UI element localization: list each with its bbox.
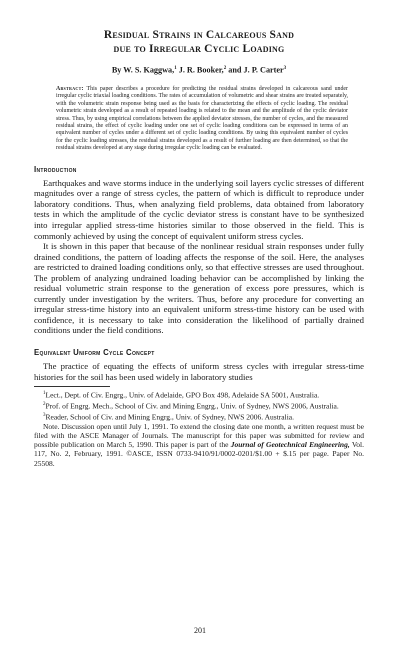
title-line-1: Residual Strains in Calcareous Sand [103,29,295,41]
author-1: W. S. Kaggwa, [123,65,175,75]
note-text-post: Vol. 117, No. 2, February, 1991. ©ASCE, ISSN 0733-9410/91/0002-0201/$1.00 + $.15 per page. Paper No. 25508. [34,440,364,468]
author-1-mark: 1 [174,66,177,71]
intro-paragraph-1: Earthquakes and wave storms induce in the underlying soil layers cyclic stresses of different magnitudes over a range of stress cycles, the pattern of which is difficult to reproduce under laboratory conditions. Thus, when analyzing field problems, data obtained from laboratory tests in which the amplitude of the cyclic deviator stress is constant have to be synthesized into irregular applied stress-time histories similar to those observed in the field. This is commonly achieved by using the concept of equivalent uniform stress cycles. [34,177,364,241]
section-heading-equivalent-uniform-cycle: Equivalent Uniform Cycle Concept [34,348,155,358]
abstract-label: Abstract: [56,85,84,92]
footnote-3-mark: 3 [43,412,46,418]
footnote-3-text: Reader, School of Civ. and Mining Engrg., Univ. of Sydney, NWS 2006. Australia. [45,412,294,422]
author-line [34,63,364,76]
footnote-2 [34,400,364,411]
footnote-3 [34,411,364,422]
footnote-2-mark: 2 [43,401,46,407]
page-number: 201 [194,626,206,635]
title-line-2: due to Irregular Cyclic Loading [113,43,285,55]
abstract-text: This paper describes a procedure for predicting the residual strains developed in calcareous sand under irregular cyclic triaxial loading conditions. The rates of accumulation of volumetric and shear strains are treated separately, with the volumetric strain response being used as the basis for characterizing the effects of cyclic loading. The residual volumetric strain developed as a result of repeated loading is related to the mean and the amplitude of the cyclic deviator stress. Thus, by using empirical correlations between the applied deviator stresses, the number of cycles, and the measured residual strains, the effect of cyclic loading under one set of cyclic loading conditions can be expressed in terms of an equivalent number of cycles under a different set of cyclic loading conditions. By using this equivalent number of cycles for the cyclic loading stresses, the residual strains developed as a result of further loading are then determined, so that the residual strains developed at any stage during irregular cyclic loading can be evaluated. [56,85,348,152]
abstract [56,86,348,153]
footnote-1 [34,389,364,400]
section-heading-introduction: Introduction [34,164,77,174]
paper-title [34,28,364,56]
intro-paragraph-2: It is shown in this paper that because of the nonlinear residual strain responses under fully drained conditions, the pattern of loading affects the response of the soil. Here, the analyses are restricted to drained loading conditions only, so that effective stresses are used throughout. The problem of analyzing undrained loading behavior can be accomplished by linking the residual volumetric strain response to the generation of excess pore pressures, which is currently under investigation by the writers. Thus, before any procedure for converting an irregular stress-time history into an equivalent uniform stress-time history can be used with confidence, it is necessary to take into consideration the likelihood of partially drained conditions under the field conditions. [34,241,364,336]
author-prefix: By [111,65,124,75]
equivalent-paragraph-1: The practice of equating the effects of uniform stress cycles with irregular stress-time histories for the soil has been used widely in laboratory studies [34,361,364,382]
footnote-divider [34,386,110,387]
author-3-mark: 3 [283,66,287,71]
footnote-2-text: Prof. of Engrg. Mech., School of Civ. and Mining Engrg., Univ. of Sydney, NWS 2006, Australia. [45,401,339,411]
footnote-1-mark: 1 [43,391,46,397]
author-connector: and [226,65,244,75]
author-2: J. R. Booker, [176,65,224,75]
note-text-pre: Note. Discussion open until July 1, 1991. To extend the closing date one month, a written request must be filed with the ASCE Manager of Journals. The manuscript for this paper was submitted for review and possible publication on March 5, 1990. This paper is part of the [34,421,364,450]
author-3: J. P. Carter [243,65,284,75]
journal-name: Journal of Geotechnical Engineering, [230,440,350,450]
author-2-mark: 2 [223,66,227,71]
discussion-note [34,422,364,468]
footnote-1-text: Lect., Dept. of Civ. Engrg., Univ. of Adelaide, GPO Box 498, Adelaide SA 5001, Australia. [45,390,320,400]
